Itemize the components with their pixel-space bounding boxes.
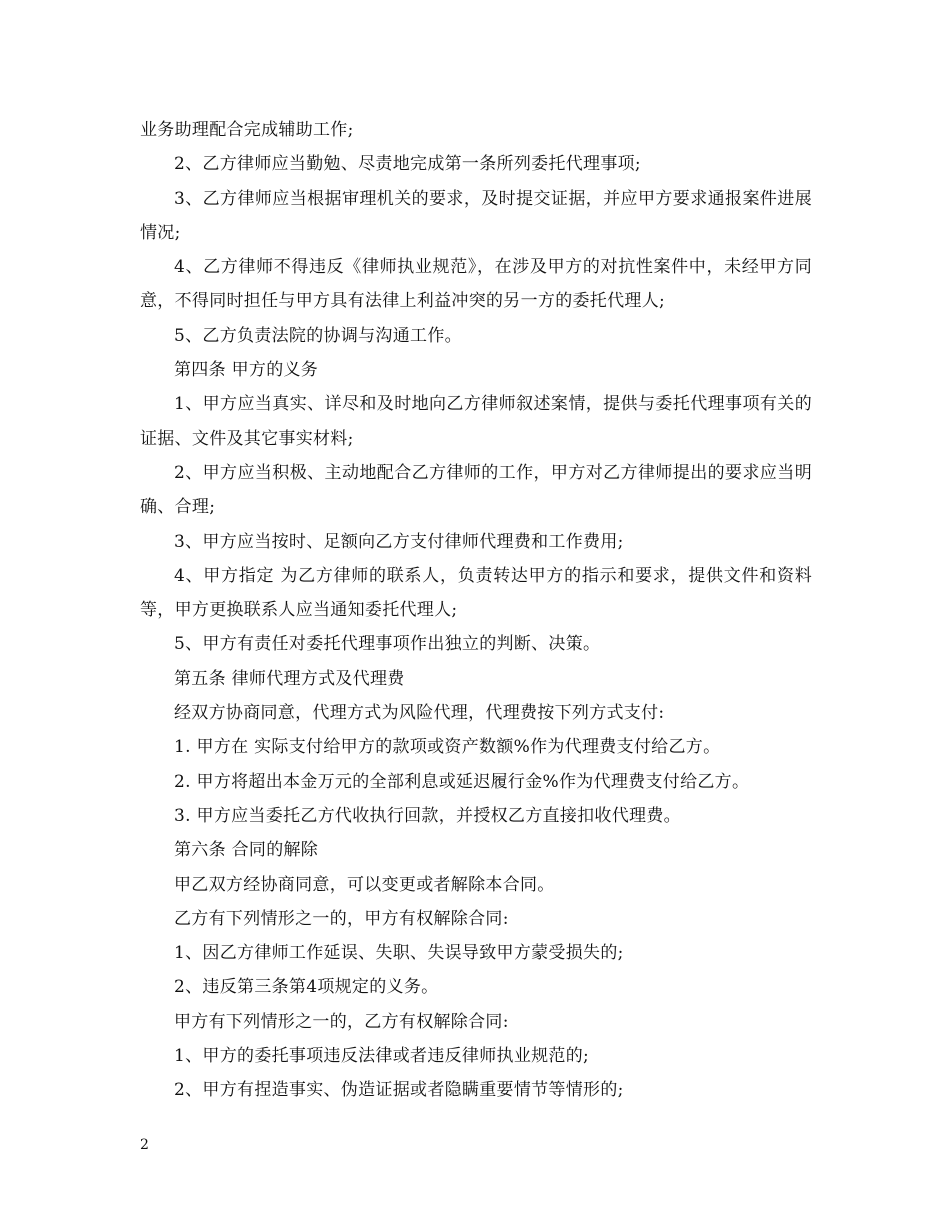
paragraph: 1. 甲方在 实际支付给甲方的款项或资产数额%作为代理费支付给乙方。	[174, 737, 721, 758]
paragraph: 第四条 甲方的义务	[174, 360, 319, 381]
paragraph: 3. 甲方应当委托乙方代收执行回款，并授权乙方直接扣收代理费。	[174, 805, 681, 826]
paragraph: 3、乙方律师应当根据审理机关的要求，及时提交证据，并应甲方要求通报案件进展情况;	[140, 188, 812, 243]
paragraph: 1、甲方应当真实、详尽和及时地向乙方律师叙述案情，提供与委托代理事项有关的证据、文件及其它事实材料;	[140, 394, 812, 449]
document-body	[140, 113, 812, 1108]
paragraph: 5、乙方负责法院的协调与沟通工作。	[174, 325, 462, 346]
paragraph: 第五条 律师代理方式及代理费	[174, 668, 405, 689]
paragraph: 2、甲方有捏造事实、伪造证据或者隐瞒重要情节等情形的;	[174, 1080, 624, 1101]
paragraph: 1、甲方的委托事项违反法律或者违反律师执业规范的;	[174, 1046, 590, 1067]
paragraph: 经双方协商同意，代理方式为风险代理，代理费按下列方式支付:	[174, 703, 665, 724]
paragraph: 5、甲方有责任对委托代理事项作出独立的判断、决策。	[174, 634, 601, 655]
paragraph: 甲方有下列情形之一的，乙方有权解除合同:	[174, 1011, 509, 1032]
paragraph: 2、违反第三条第4项规定的义务。	[174, 977, 439, 998]
paragraph: 1、因乙方律师工作延误、失职、失误导致甲方蒙受损失的;	[174, 943, 624, 964]
paragraph: 2、甲方应当积极、主动地配合乙方律师的工作，甲方对乙方律师提出的要求应当明确、合理;	[140, 462, 812, 518]
paragraph: 甲乙双方经协商同意，可以变更或者解除本合同。	[174, 874, 555, 895]
paragraph: 3、甲方应当按时、足额向乙方支付律师代理费和工作费用;	[174, 531, 624, 552]
page-number: 2	[140, 1137, 149, 1153]
paragraph: 4、乙方律师不得违反《律师执业规范》，在涉及甲方的对抗性案件中，未经甲方同意，不得同时担任与甲方具有法律上利益冲突的另一方的委托代理人;	[140, 257, 812, 312]
paragraph: 2. 甲方将超出本金万元的全部利息或延迟履行金%作为代理费支付给乙方。	[174, 771, 750, 792]
paragraph: 2、乙方律师应当勤勉、尽责地完成第一条所列委托代理事项;	[174, 154, 641, 175]
paragraph: 乙方有下列情形之一的，甲方有权解除合同:	[174, 908, 509, 929]
paragraph: 业务助理配合完成辅助工作;	[140, 120, 354, 140]
paragraph: 第六条 合同的解除	[174, 840, 319, 861]
paragraph: 4、甲方指定 为乙方律师的联系人，负责转达甲方的指示和要求，提供文件和资料等，甲方更换联系人应当通知委托代理人;	[140, 565, 812, 621]
